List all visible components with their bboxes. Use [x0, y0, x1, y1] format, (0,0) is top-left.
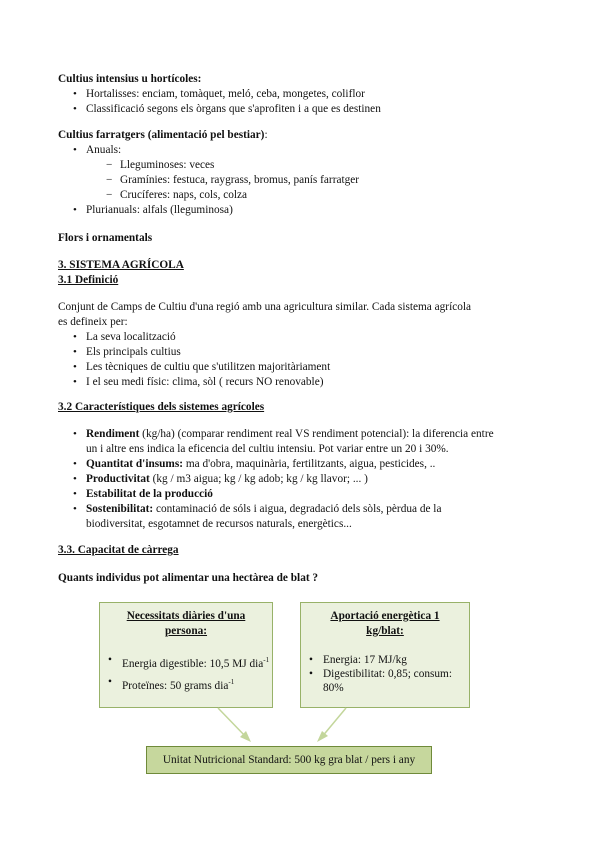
energy-contribution-item: • Digestibilitat: 0,85; consum: 80% — [301, 667, 469, 695]
intensive-item: • Classificació segons els òrgans que s'aprofiten i a que es destinen — [58, 102, 538, 117]
energy-contribution-title: Aportació energètica 1 kg/blat: — [330, 610, 440, 637]
carrying-capacity-question: Quants individus pot alimentar una hectàrea de blat ? — [58, 572, 319, 584]
characteristic-item: • Productivitat (kg / m3 aigua; kg / kg adob; kg / kg llavor; ... ) — [58, 472, 500, 487]
forage-title: Cultius farratgers (alimentació pel bestiar) — [58, 129, 265, 141]
characteristic-item: • Quantitat d'insums: ma d'obra, maquinària, fertilitzants, aigua, pesticides, .. — [58, 457, 500, 472]
forage-title-colon: : — [264, 129, 268, 141]
definition-item: • Les tècniques de cultiu que s'utilitzen majoritàriament — [58, 360, 538, 375]
definition-item: • Els principals cultius — [58, 345, 538, 360]
definition-item: • La seva localització — [58, 330, 538, 345]
nutritional-standard-box: Unitat Nutricional Standard: 500 kg gra blat / pers i any — [146, 746, 432, 774]
energy-contribution-item: • Energia: 17 MJ/kg — [301, 653, 469, 667]
daily-needs-title: Necessitats diàries d'una persona: — [126, 610, 246, 637]
forage-perennial: • Plurianuals: alfals (lleguminosa) — [58, 203, 538, 218]
left-arrow-line — [218, 708, 247, 738]
characteristic-item: • Rendiment (kg/ha) (comparar rendiment real VS rendiment potencial): la diferencia entre un i altre ens indica la eficencia del cultiu intensiu. Pot variar entre un 20 i 30%. — [58, 427, 500, 457]
section-3-2-heading: 3.2 Característiques dels sistemes agrícoles — [58, 401, 265, 413]
definition-line: Conjunt de Camps de Cultiu d'una regió amb una agricultura similar. Cada sistema agrícola — [58, 301, 472, 313]
characteristic-item: • Estabilitat de la producció — [58, 487, 500, 502]
forage-annual-label: • Anuals: — [58, 143, 538, 158]
section-3-1-heading: 3.1 Definició — [58, 274, 119, 286]
daily-needs-item: • Energia digestible: 10,5 MJ dia$^{-1}$ — [100, 653, 272, 671]
flowers-title: Flors i ornamentals — [58, 232, 153, 244]
section-3-heading: 3. SISTEMA AGRÍCOLA — [58, 259, 184, 271]
forage-annual-item: − Gramínies: festuca, raygrass, bromus, panís farratger — [58, 173, 538, 188]
section-3-3-heading: 3.3. Capacitat de càrrega — [58, 544, 179, 556]
forage-annual-item: − Lleguminoses: veces — [58, 158, 538, 173]
intensive-item: • Hortalisses: enciam, tomàquet, meló, ceba, mongetes, coliflor — [58, 87, 538, 102]
characteristic-item: • Sostenibilitat: contaminació de sóls i aigua, degradació dels sòls, pèrdua de la biodiversitat, esgotamnet de recursos naturals, energètics... — [58, 502, 500, 532]
forage-annual-item: − Crucíferes: naps, cols, colza — [58, 188, 538, 203]
definition-line: es defineix per: — [58, 316, 128, 328]
intensive-title: Cultius intensius u hortícoles: — [58, 73, 202, 85]
definition-item: • I el seu medi físic: clima, sòl ( recurs NO renovable) — [58, 375, 538, 390]
daily-needs-item: • Proteïnes: 50 grams dia$^{-1}$ — [100, 675, 272, 693]
